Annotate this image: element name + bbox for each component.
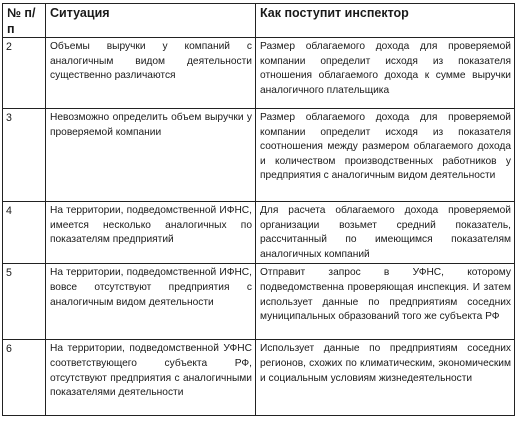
row-number: 6 (3, 340, 46, 416)
row-action: Использует данные по предприятиям соседних регионов, схожих по климатическим, экономическим и социальным условиям жизнедеятельности (256, 340, 515, 416)
row-action: Размер облагаемого дохода для проверяемой компании определит исходя из показателя отношения облагаемого дохода к сумме выручки аналогичного плательщика (256, 38, 515, 109)
row-situation: На территории, подведомственной ИФНС, вовсе отсутствуют предприятия с аналогичным видом деятельности (46, 264, 256, 340)
row-situation: На территории, подведомственной УФНС соответствующего субъекта РФ, отсутствуют предприятия с аналогичными показателями деятельности (46, 340, 256, 416)
header-action: Как поступит инспектор (256, 4, 515, 38)
table-row (3, 38, 515, 109)
inspector-actions-table (2, 3, 515, 416)
row-action: Отправит запрос в УФНС, которому подведомственна проверяющая инспекция. И затем использует данные по предприятиям соседних муниципальных образований того же субъекта РФ (256, 264, 515, 340)
table-row (3, 264, 515, 340)
row-action: Размер облагаемого дохода для проверяемой компании определит исходя из показателя соотношения между размером облагаемого дохода и количеством производственных работников у предприятия с аналогичным видом деятельности (256, 109, 515, 202)
table-row (3, 340, 515, 416)
row-situation: На территории, подведомственной ИФНС, имеется несколько аналогичных по показателям предприятий (46, 202, 256, 264)
row-number: 5 (3, 264, 46, 340)
table-row (3, 202, 515, 264)
row-situation: Невозможно определить объем выручки у проверяемой компании (46, 109, 256, 202)
header-number: № п/п (3, 4, 46, 38)
row-number: 4 (3, 202, 46, 264)
row-number: 3 (3, 109, 46, 202)
row-action: Для расчета облагаемого дохода проверяемой организации возьмет средний показатель, рассчитанный по имеющимся показателям аналогичных компаний (256, 202, 515, 264)
row-situation: Объемы выручки у компаний с аналогичным видом деятельности существенно различаются (46, 38, 256, 109)
header-situation: Ситуация (46, 4, 256, 38)
table-header-row (3, 4, 515, 38)
table-row (3, 109, 515, 202)
row-number: 2 (3, 38, 46, 109)
